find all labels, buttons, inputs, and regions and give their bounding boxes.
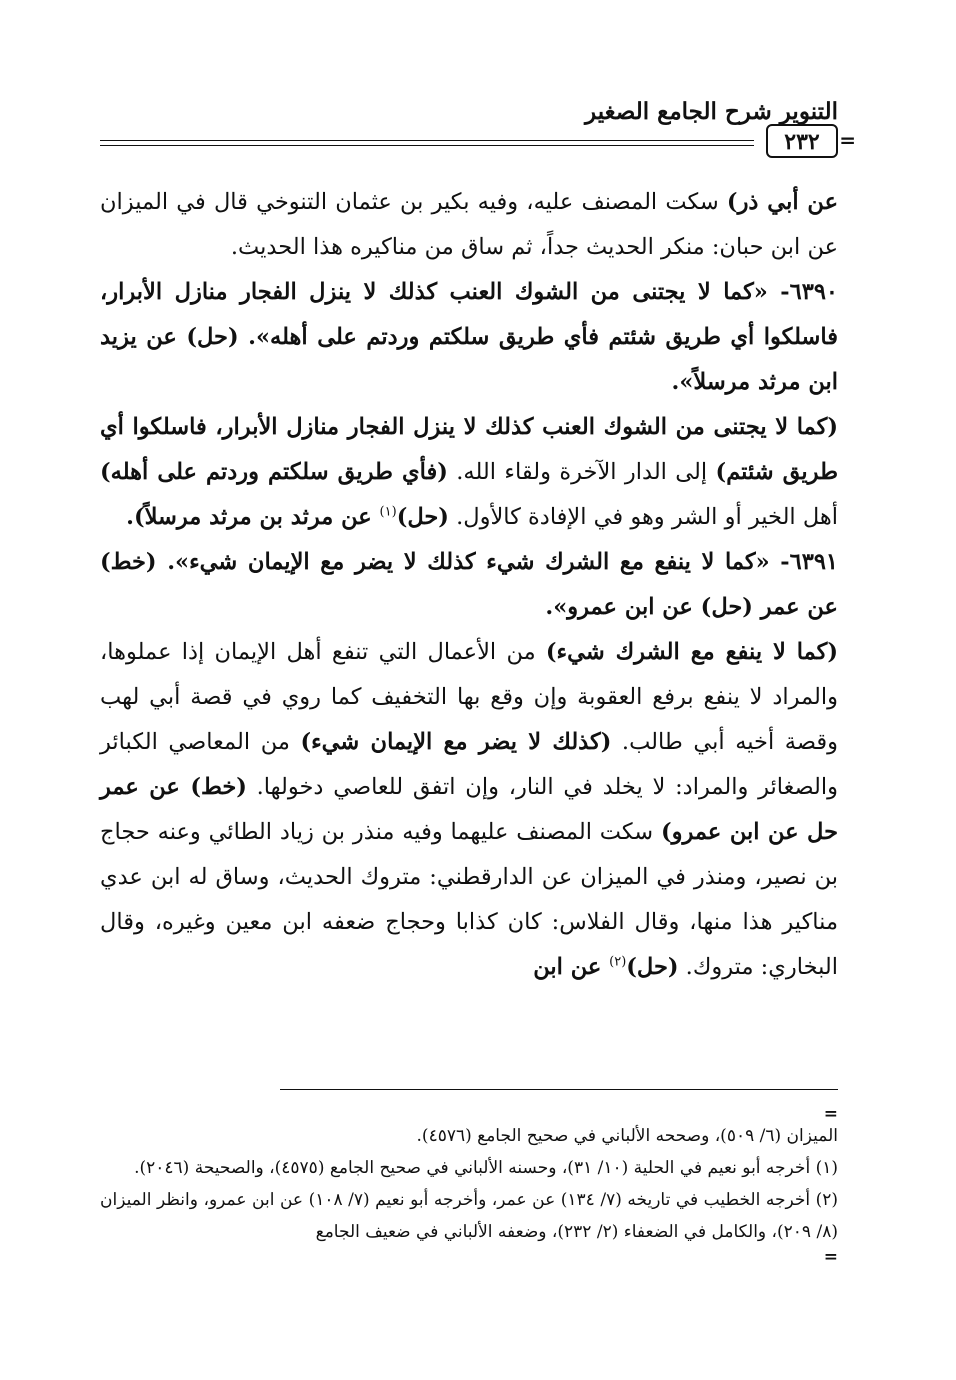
continuation-marker: = [839, 128, 856, 152]
page-number: ٢٣٢ [766, 124, 838, 158]
running-title: التنوير شرح الجامع الصغير [585, 98, 838, 125]
paragraph: (كما لا ينفع مع الشرك شيء) من الأعمال التي تنفع أهل الإيمان إذا عملوها، والمراد لا ينفع برفع العقوبة وإن وقع بها التخفيف كما روي في قصة أبي لهب وقصة أخيه أبي طالب. (كذلك لا يضر مع الإيمان شيء) من المعاصي الكبائر والصغائر والمراد: لا يخلد في النار، وإن اتفق للعاصي دخولها. (خط) عن عمر حل عن ابن عمرو) سكت المصنف عليهما وفيه منذر بن زياد الطائي وعنه حجاج بن نصير، ومنذر في الميزان عن الدارقطني: متروك الحديث، وساق له ابن عدي مناكير هذا منها، وقال الفلاس: كان كذابا وحجاج ضعفه ابن معين وغيره، وقال البخاري: متروك. (حل)$^{(٢)}$ عن ابن [100, 639, 838, 980]
main-text [100, 180, 838, 990]
paragraph: عن أبي ذر) سكت المصنف عليه، وفيه بكير بن عثمان التنوخي قال في الميزان عن ابن حبان: منكر الحديث جداً، ثم ساق من مناكيره هذا الحديث. [100, 189, 838, 260]
continuation-marker: = [823, 1104, 838, 1124]
footnote: (١) أخرجه أبو نعيم في الحلية (١٠/ ٣١)، وحسنه الألباني في صحيح الجامع (٤٥٧٥)، والصحيحة (٢٠٤٦). [134, 1158, 838, 1178]
header-rule [100, 145, 754, 146]
header-rule [100, 140, 754, 141]
hadith-entry: ٦٣٩١- «كما لا ينفع مع الشرك شيء كذلك لا يضر مع الإيمان شيء». (خط) عن عمر (حل) عن ابن عمرو». [100, 549, 838, 620]
paragraph: (كما لا يجتنى من الشوك العنب كذلك لا ينزل الفجار منازل الأبرار، فاسلكوا أي طريق شئتم) إلى الدار الآخرة ولقاء الله. (فأي طريق سلكتم وردتم على أهله) أهل الخير أو الشر وهو في الإفادة كالأول. (حل)$^{(١)}$ عن مرثد بن مرثد مرسلاً). [100, 414, 839, 530]
continuation-marker: = [823, 1247, 838, 1267]
footnote: (٢) أخرجه الخطيب في تاريخه (٧/ ١٣٤) عن عمر، وأخرجه أبو نعيم (٧/ ١٠٨) عن ابن عمرو، وانظر الميزان (٨/ ٢٠٩)، والكامل في الضعفاء (٢/ ٢٣٢)، وضعفه الألباني في ضعيف الجامع [100, 1190, 839, 1242]
footnote: الميزان (٦/ ٥٠٩)، وصححه الألباني في صحيح الجامع (٤٥٧٦). [416, 1126, 838, 1146]
hadith-entry: ٦٣٩٠- «كما لا يجتنى من الشوك العنب كذلك لا ينزل الفجار منازل الأبرار، فاسلكوا أي طريق شئتم فأي طريق سلكتم وردتم على أهله». (حل) عن يزيد ابن مرثد مرسلاً». [100, 279, 838, 395]
footnote-separator [280, 1089, 838, 1090]
page-header [100, 92, 856, 162]
footnotes [100, 1098, 838, 1266]
footnote-ref[interactable]: (٢) [609, 954, 627, 970]
footnote-ref[interactable]: (١) [379, 504, 397, 520]
